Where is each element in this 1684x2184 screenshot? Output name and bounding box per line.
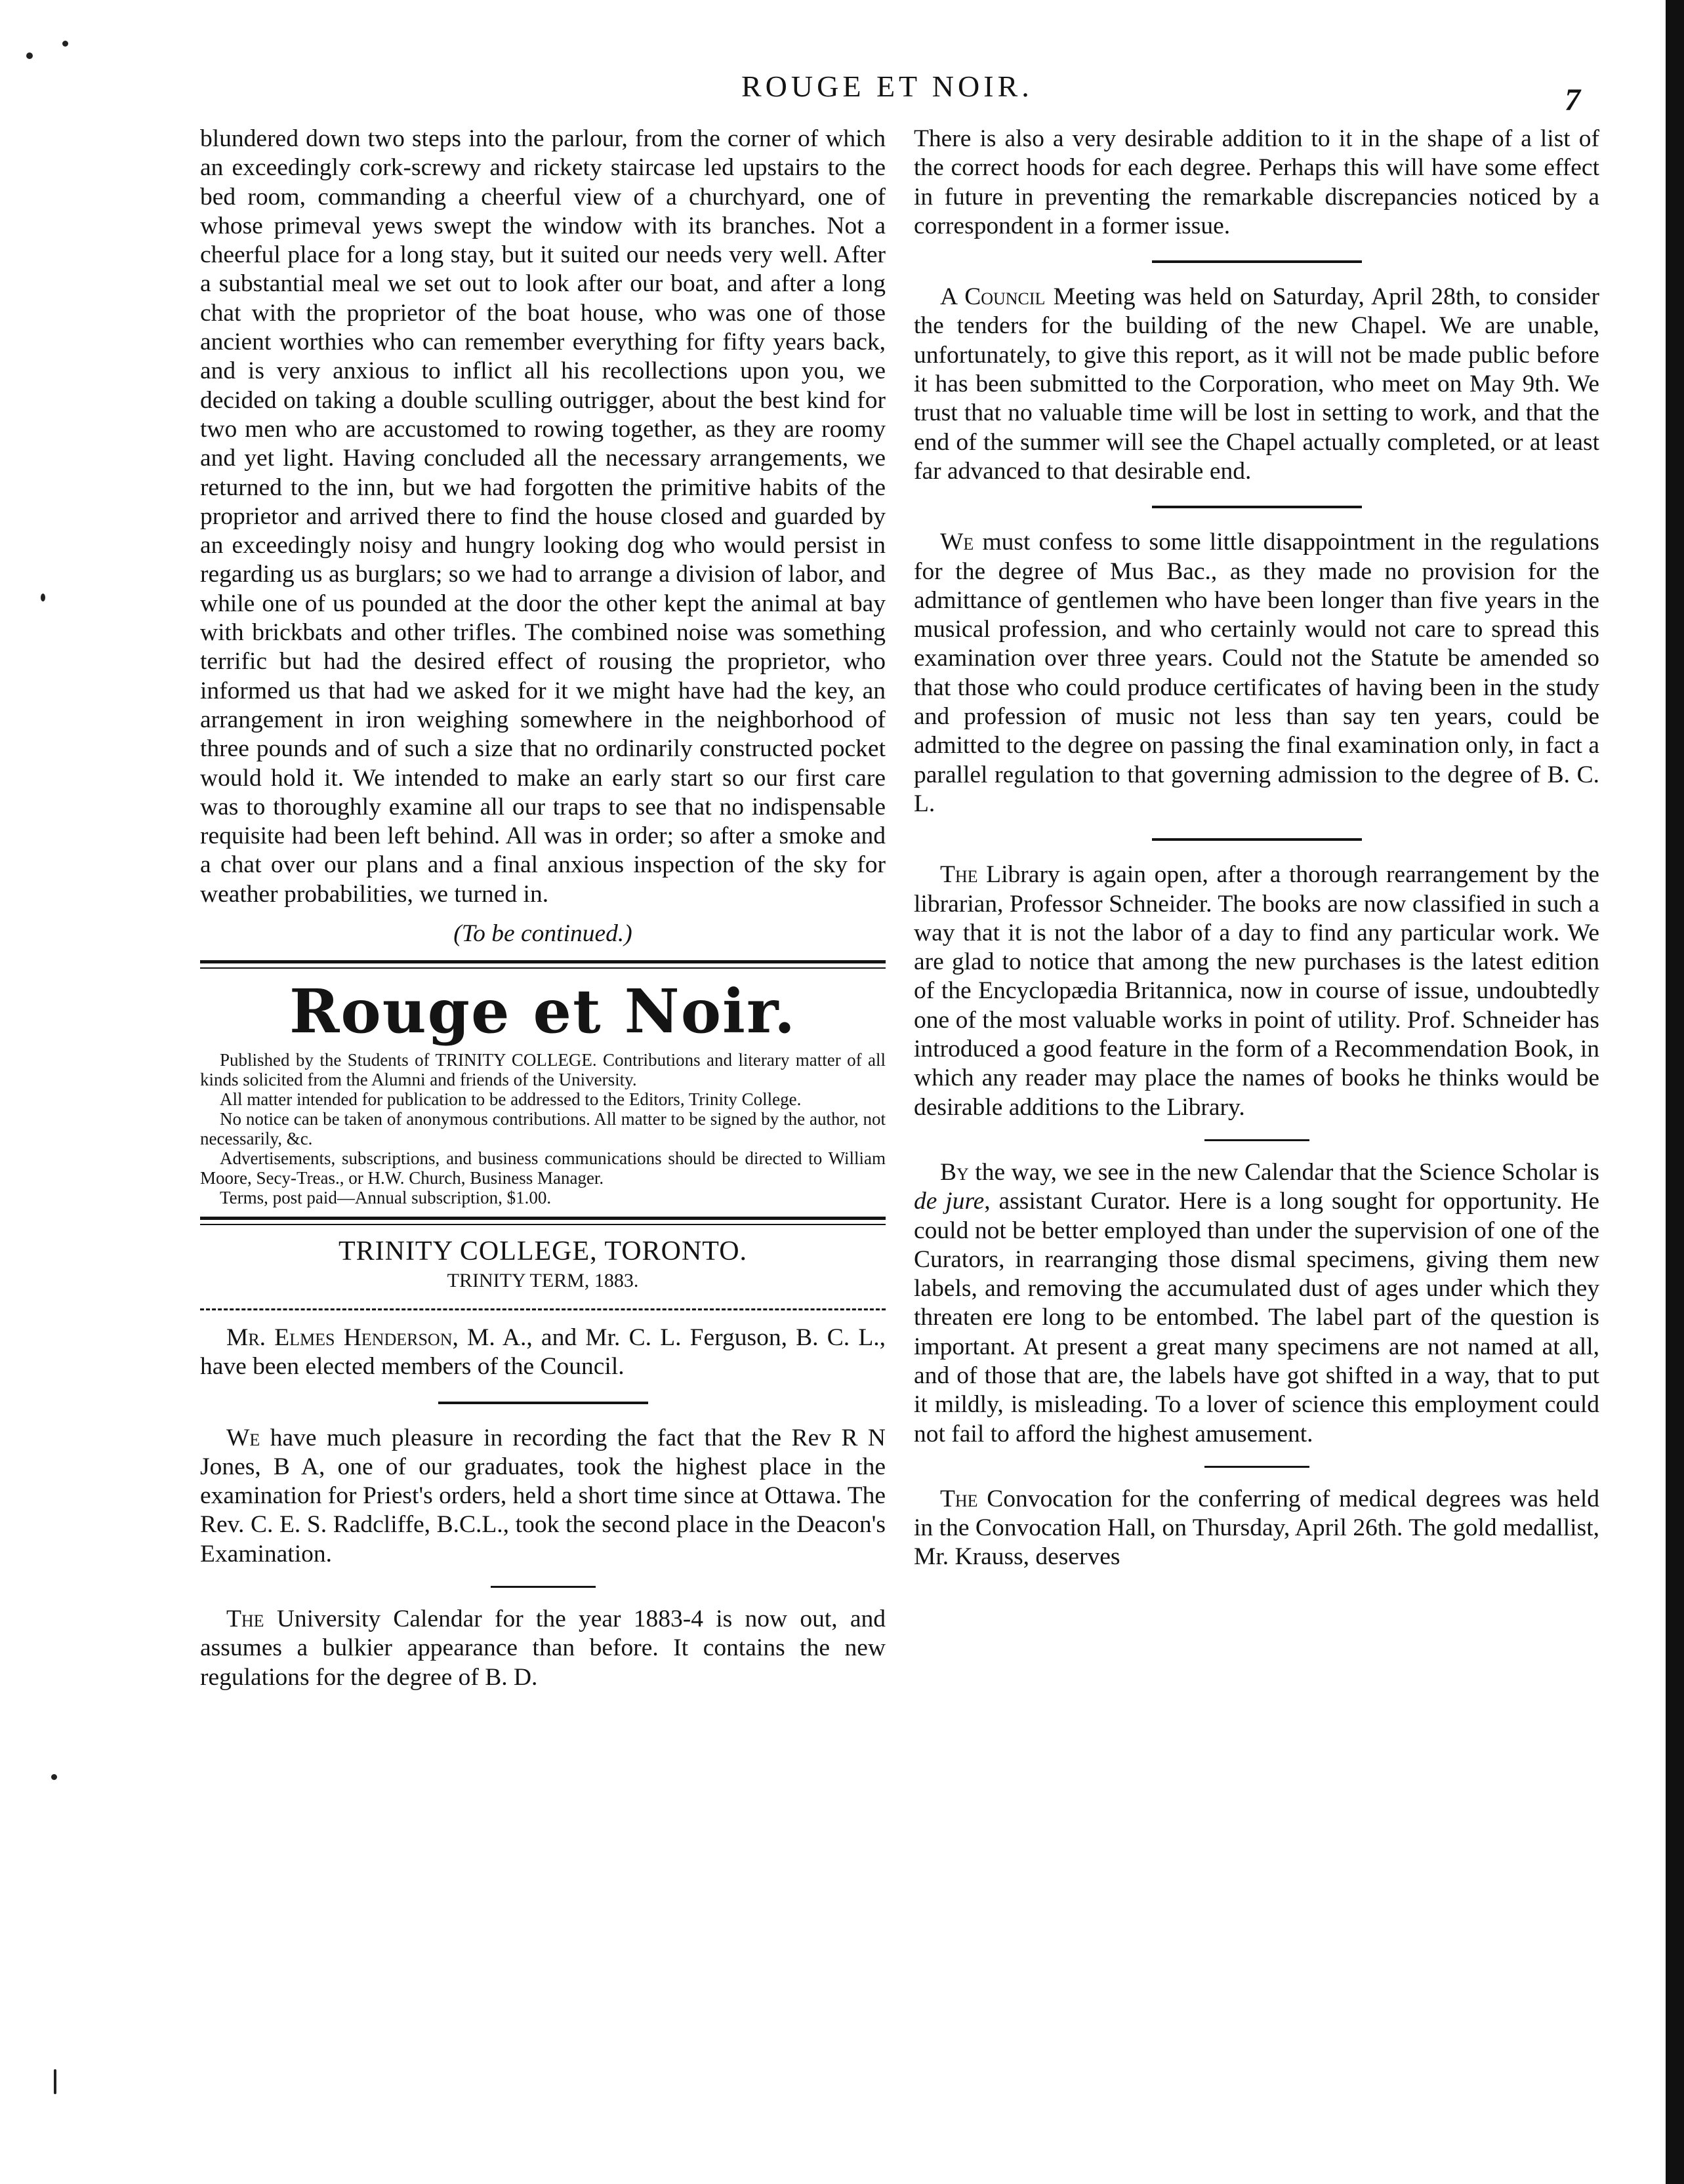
news-paragraph	[914, 1485, 1599, 1572]
lead-words: The	[226, 1605, 264, 1632]
news-paragraph	[914, 283, 1599, 486]
story-paragraph: blundered down two steps into the parlour, from the corner of which an exceedingly cork-screwy and rickety staircase led upstairs to the bed room, commanding a cheerful view of a churchyard, one of whose primeval yews swept the window with its branches. Not a cheerful place for a long stay, but it suited our needs very well. After a substantial meal we set out to look after our boat, and after a long chat with the proprietor of the boat house, who was one of those ancient worthies who can remember everything for fifty years back, and is very anxious to inflict all his recollections upon you, we decided on taking a double sculling outrigger, about the best kind for two men who are accustomed to rowing together, as they are roomy and yet light. Having concluded all the necessary arrangements, we returned to the inn, but we had forgotten the primitive habits of the proprietor and arrived there to find the house closed and guarded by an exceedingly noisy and hungry looking dog who would persist in regarding us as burglars; so we had to arrange a division of labor, and while one of us pounded at the door the other kept the animal at bay with brickbats and other trifles. The combined noise was something terrific but had the desired effect of rousing the proprietor, who informed us that had we asked for it we might have had the key, an arrangement in iron weighing somewhere in the neighborhood of three pounds and of such a size that no ordinarily constructed pocket would hold it. We intended to make an early start so our first care was to thoroughly examine all our traps to see that no indispensable requisite had been left behind. All was in order; so after a smoke and a chat over our plans and a final anxious inspection of the sky for weather probabilities, we turned in.	[200, 125, 886, 908]
section-divider	[200, 1308, 886, 1310]
publication-notice	[200, 1050, 886, 1207]
scan-speck	[54, 2069, 56, 2094]
scan-speck	[41, 594, 45, 601]
lead-words: The	[940, 1485, 978, 1512]
scan-speck	[51, 1774, 57, 1780]
item-divider	[1152, 838, 1362, 841]
right-column	[914, 125, 1599, 1572]
left-column	[200, 125, 886, 1692]
news-paragraph	[200, 1605, 886, 1692]
item-divider	[1204, 1139, 1309, 1141]
news-text: have much pleasure in recording the fact that the Rev R N Jones, B A, one of our graduates, took the highest place in the examination for Priest's orders, held a short time since at Ottawa. The Rev. C. E. S. Radcliffe, B.C.L., took the second place in the Deacon's Examination.	[200, 1424, 886, 1567]
publication-line: Published by the Students of TRINITY COLLEGE. Contributions and literary matter of all kinds solicited from the Alumni and friends of the University.	[200, 1050, 886, 1090]
news-text: Meeting was held on Saturday, April 28th, to consider the tenders for the building of the new Chapel. We are unable, unfortunately, to give this report, as it will not be made public before it has been submitted to the Corporation, who meet on May 9th. We trust that no valuable time will be lost in setting to work, and that the end of the summer will see the Chapel actually completed, or at least far advanced to that desirable end.	[914, 283, 1599, 485]
to-be-continued: (To be continued.)	[453, 920, 632, 948]
publication-line: Terms, post paid—Annual subscription, $1.00.	[220, 1188, 552, 1208]
news-paragraph	[914, 528, 1599, 819]
running-title: ROUGE ET NOIR.	[741, 70, 1033, 103]
item-divider	[1152, 506, 1362, 508]
scan-edge	[1666, 0, 1684, 2184]
news-text: Convocation for the conferring of medical degrees was held in the Convocation Hall, on Thursday, April 26th. The gold medallist, Mr. Krauss, deserves	[914, 1485, 1599, 1571]
news-paragraph	[200, 1424, 886, 1569]
italic-term: de jure	[914, 1188, 985, 1215]
college-title: TRINITY COLLEGE, TORONTO.	[338, 1236, 748, 1267]
scan-speck	[26, 52, 33, 59]
item-divider	[1204, 1466, 1309, 1468]
item-divider	[1152, 260, 1362, 263]
lead-words: The	[940, 861, 978, 889]
news-text: University Calendar for the year 1883-4 is now out, and assumes a bulkier appearance than before. It contains the new regulations for the degree of B. D.	[200, 1605, 886, 1691]
page-number: 7	[1565, 83, 1580, 117]
news-paragraph	[200, 1324, 886, 1382]
item-divider	[438, 1402, 648, 1404]
page-header	[0, 62, 1684, 115]
lead-words: A Council	[940, 283, 1046, 311]
news-text: the way, we see in the new Calendar that the Science Scholar is	[968, 1158, 1599, 1186]
publication-line: All matter intended for publication to be addressed to the Editors, Trinity College.	[220, 1089, 802, 1110]
news-text: Library is again open, after a thorough rearrangement by the librarian, Professor Schneider. The books are now classified in such a way that it is not the labor of a day to find any particular work. We are glad to notice that among the new purchases is the latest edition of the Encyclopædia Britannica, now in course of issue, undoubtedly one of the most valuable works in point of utility. Prof. Schneider has introduced a good feature in the form of a Recommendation Book, in which any reader may place the names of books he thinks would be desirable additions to the Library.	[914, 861, 1599, 1121]
publication-line: No notice can be taken of anonymous contributions. All matter to be signed by the author, not necessarily, &c.	[200, 1109, 886, 1149]
scan-speck	[62, 41, 68, 47]
masthead-rule-top	[200, 960, 886, 969]
news-paragraph	[914, 1158, 1599, 1449]
news-text: , assistant Curator. Here is a long sought for opportunity. He could not be better employed than under the supervision of one of the Curators, in rearranging those dismal specimens, giving them new labels, and removing the accumulated dust of ages under which they threaten ere long to be entombed. The label part of the question is important. At present a great many specimens are not named at all, and of those that are, the labels have got shifted in a way, that to put it mildly, is misleading. To a lover of science this employment could not fail to afford the highest amusement.	[914, 1188, 1599, 1447]
lead-words: We	[226, 1424, 260, 1451]
masthead-rule-bottom	[200, 1217, 886, 1225]
publication-line: Advertisements, subscriptions, and business communications should be directed to William Moore, Secy-Treas., or H.W. Church, Business Manager.	[200, 1148, 886, 1188]
news-paragraph: There is also a very desirable addition to it in the shape of a list of the correct hoods for each degree. Perhaps this will have some effect in future in preventing the remarkable discrepancies noticed by a correspondent in a former issue.	[914, 125, 1599, 239]
lead-words: By	[940, 1158, 969, 1186]
lead-words: We	[940, 529, 974, 556]
news-text: M. A., and Mr. C. L. Ferguson, B. C. L., have been elected members of the Council.	[200, 1324, 886, 1381]
news-paragraph	[914, 860, 1599, 1122]
term-line: TRINITY TERM, 1883.	[447, 1269, 639, 1291]
masthead-title: Rouge et Noir.	[289, 976, 797, 1047]
item-divider	[491, 1586, 596, 1588]
news-text: must confess to some little disappointment in the regulations for the degree of Mus Bac., as they made no provision for the admittance of gentlemen who have been longer than five years in the musical profession, and who certainly would not care to spread this examination over three years. Could not the Statute be amended so that those who could produce certificates of having been in the study and profession of music not less than say ten years, could be admitted to the degree on passing the final examination only, in fact a parallel regulation to that governing admission to the degree of B. C. L.	[914, 529, 1599, 817]
lead-words: Mr. Elmes Henderson,	[226, 1324, 459, 1351]
